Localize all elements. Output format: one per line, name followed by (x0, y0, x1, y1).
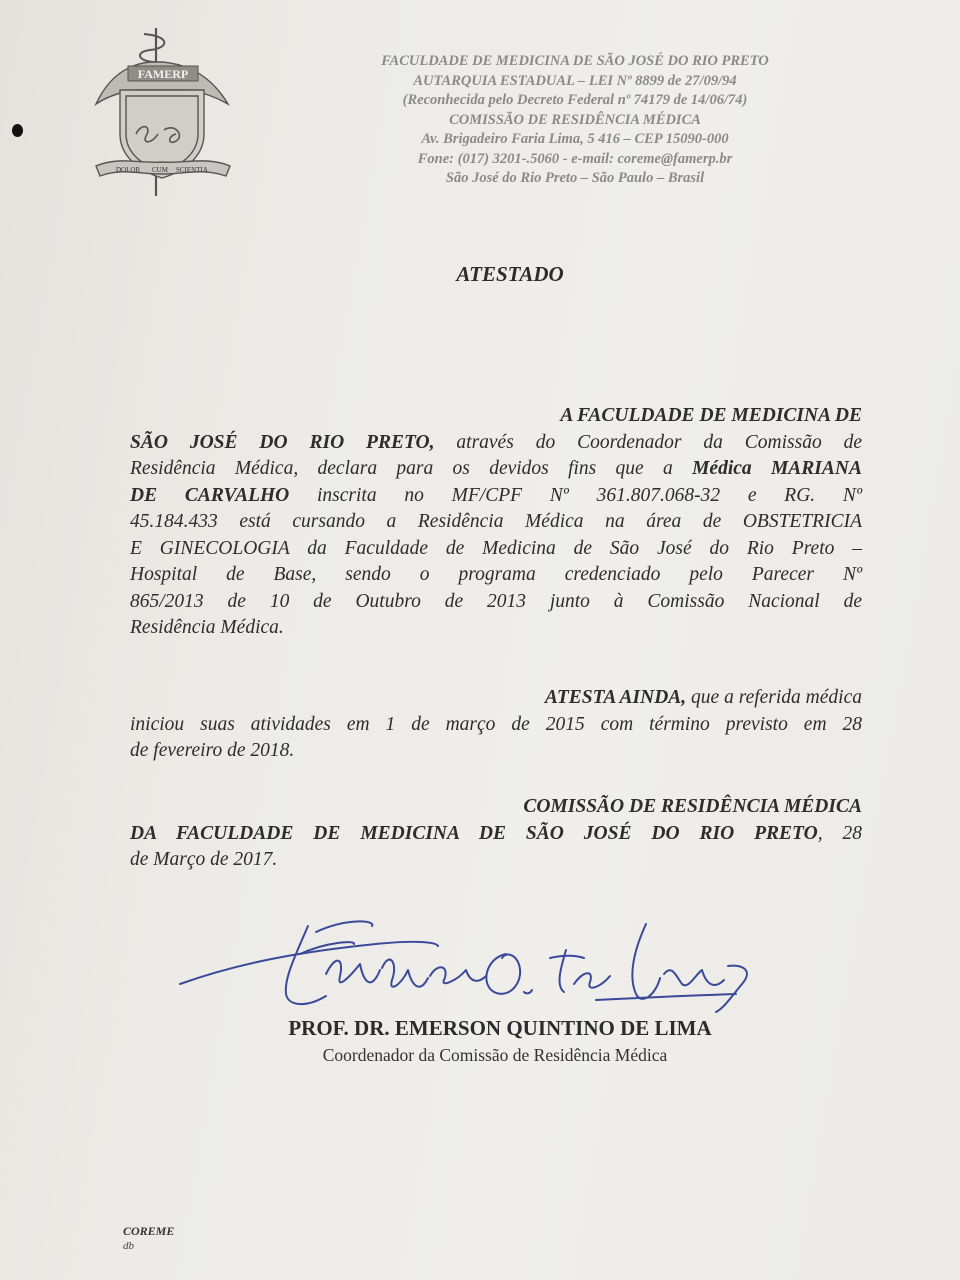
paragraph-2-line-2: iniciou suas atividades em 1 de março de 2015 com término previsto em 28 (130, 713, 862, 735)
physician-name-text: Médica MARIANA (692, 458, 862, 479)
atesta-ainda-text: ATESTA AINDA, (544, 687, 687, 708)
letterhead-line-commission: COMISSÃO DE RESIDÊNCIA MÉDICA (449, 111, 701, 128)
paragraph-declaration (130, 403, 862, 642)
footer-typist-initials: db (123, 1240, 134, 1252)
famerp-crest-logo (90, 26, 240, 201)
paragraph-2-line-3: de fevereiro de 2018. (130, 740, 295, 761)
paragraph-1-line-9: Residência Médica. (130, 617, 284, 638)
letterhead-line-decree: (Reconhecida pelo Decreto Federal nº 74179 de 14/06/74) (402, 92, 748, 108)
signer-name: PROF. DR. EMERSON QUINTINO DE LIMA (288, 1016, 712, 1040)
paragraph-1-line-4 (130, 483, 862, 510)
paragraph-2-lead-text: que a referida médica (686, 687, 862, 708)
closing-institution-text: DA FACULDADE DE MEDICINA DE SÃO JOSÉ DO RIO PRETO (130, 822, 818, 844)
paragraph-1-line-6: E GINECOLOGIA da Faculdade de Medicina de São José do Rio Preto – (130, 537, 862, 559)
paragraph-3-line-2 (130, 821, 862, 848)
letterhead-line-address: Av. Brigadeiro Faria Lima, 5 416 – CEP 15090-000 (421, 131, 729, 147)
letterhead-line-city: São José do Rio Preto – São Paulo – Brasil (445, 170, 705, 186)
paragraph-1-line-3-text: Residência Médica, declara para os devidos fins que a (130, 458, 693, 479)
crest-name-text: FAMERP (137, 67, 189, 81)
signer-role: Coordenador da Comissão de Residência Médica (322, 1045, 668, 1065)
footer-department-code: COREME (123, 1224, 175, 1238)
letterhead-line-institution: FACULDADE DE MEDICINA DE SÃO JOSÉ DO RIO PRETO (381, 53, 769, 69)
letterhead-line-law: AUTARQUIA ESTADUAL – LEI Nº 8899 de 27/09/94 (413, 72, 737, 89)
document-title: ATESTADO (456, 262, 564, 286)
crest-motto-1: DOLOR (116, 166, 141, 174)
paragraph-1-line-2 (130, 430, 862, 457)
paragraph-1-line-7: Hospital de Base, sendo o programa credenciado pelo Parecer Nº (130, 564, 862, 585)
paragraph-attests (130, 685, 862, 765)
paragraph-1-line-4-text: inscrita no MF/CPF Nº 361.807.068-32 e RG. Nº (289, 484, 862, 506)
letterhead (250, 52, 900, 189)
paragraph-closing (130, 794, 862, 874)
paragraph-3-line-2-text: , 28 (817, 822, 862, 844)
paragraph-1-line-3 (130, 456, 862, 483)
institution-city-text: SÃO JOSÉ DO RIO PRETO, (130, 431, 435, 453)
paragraph-1-line-5: 45.184.433 está cursando a Residência Médica na área de OBSTETRICIA (130, 511, 862, 532)
crest-motto-3: SCIENTIA (176, 166, 208, 174)
document-date: de Março de 2017. (130, 849, 278, 870)
paragraph-1-lead: A FACULDADE DE MEDICINA DE (560, 405, 862, 426)
punch-hole (12, 124, 23, 137)
handwritten-signature (176, 914, 766, 1016)
letterhead-line-contact: Fone: (017) 3201-.5060 - e-mail: coreme@famerp.br (417, 150, 733, 167)
physician-surname-text: DE CARVALHO (130, 484, 290, 506)
paragraph-1-line-2-text: através do Coordenador da Comissão de (434, 431, 862, 453)
paragraph-1-line-8: 865/2013 de 10 de Outubro de 2013 junto à Comissão Nacional de (130, 590, 862, 612)
paragraph-2-lead (130, 685, 862, 712)
crest-motto-2: CUM (152, 166, 168, 174)
paragraph-3-lead: COMISSÃO DE RESIDÊNCIA MÉDICA (523, 796, 862, 817)
